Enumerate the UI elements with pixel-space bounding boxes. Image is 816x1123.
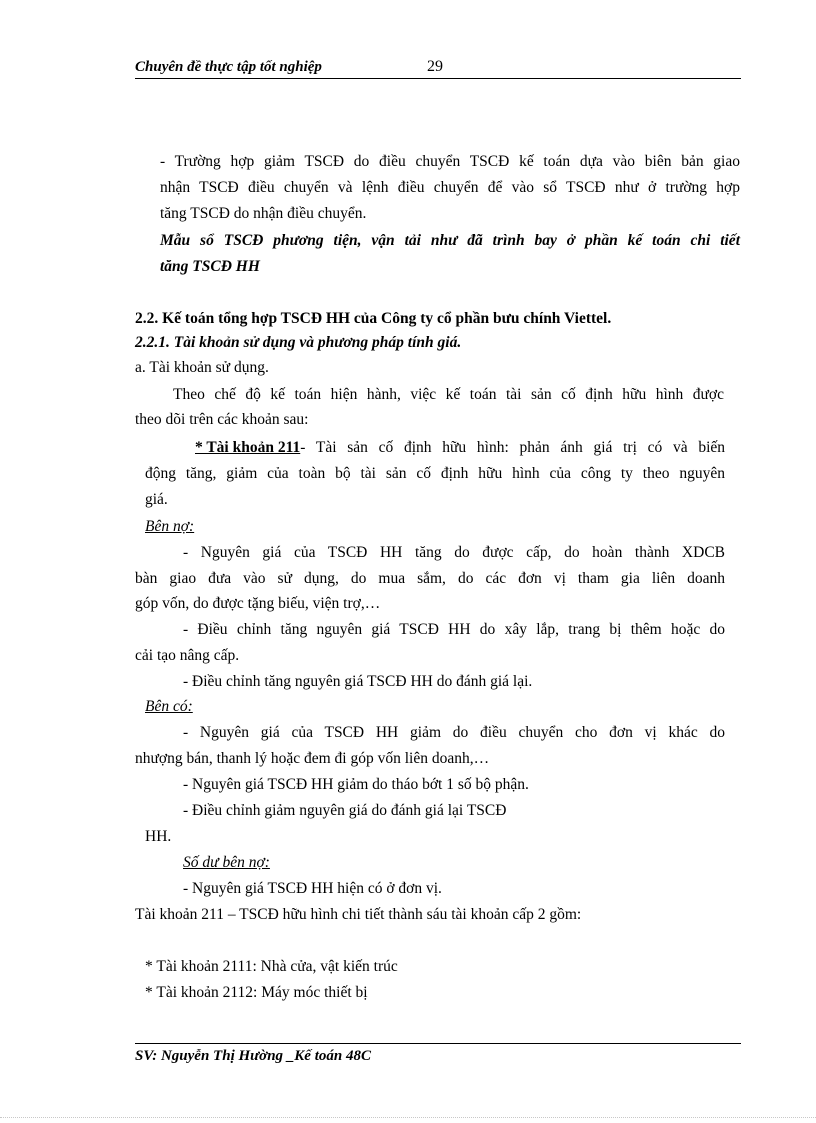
page-footer: SV: Nguyễn Thị Hường _Kế toán 48C bbox=[135, 1043, 741, 1065]
paragraph-line: a. Tài khoản sử dụng. bbox=[135, 359, 269, 376]
list-item: cải tạo nâng cấp. bbox=[135, 647, 240, 664]
paragraph-line: theo dõi trên các khoản sau: bbox=[135, 411, 309, 428]
sub-account-item: * Tài khoản 2111: Nhà cửa, vật kiến trúc bbox=[145, 958, 398, 975]
list-item: - Điều chỉnh tăng nguyên giá TSCĐ HH do xây lắp, trang bị thêm hoặc do bbox=[183, 621, 725, 638]
list-item: - Điều chỉnh tăng nguyên giá TSCĐ HH do đánh giá lại. bbox=[183, 673, 533, 690]
page-header bbox=[135, 58, 741, 79]
page-bottom-divider bbox=[0, 1117, 816, 1118]
list-item: HH. bbox=[145, 828, 172, 845]
header-title: Chuyên đề thực tập tốt nghiệp bbox=[135, 59, 322, 75]
list-item: - Nguyên giá TSCĐ HH hiện có ở đơn vị. bbox=[183, 880, 442, 897]
subsection-heading: 2.2.1. Tài khoản sử dụng và phương pháp tính giá. bbox=[135, 334, 462, 351]
list-item: góp vốn, do được tặng biếu, viện trợ,… bbox=[135, 595, 381, 612]
list-item: bàn giao đưa vào sử dụng, do mua sắm, do các đơn vị tham gia liên doanh bbox=[135, 570, 725, 587]
debit-side-label: Bên nợ: bbox=[145, 518, 195, 535]
page-number: 29 bbox=[427, 58, 443, 75]
list-item: - Nguyên giá của TSCĐ HH tăng do được cấp, do hoàn thành XDCB bbox=[183, 544, 725, 561]
paragraph-line: Theo chế độ kế toán hiện hành, việc kế toán tài sản cố định hữu hình được bbox=[173, 386, 724, 403]
paragraph-line: động tăng, giảm của toàn bộ tài sản cố định hữu hình của công ty theo nguyên bbox=[145, 465, 725, 482]
sub-account-item: * Tài khoản 2112: Máy móc thiết bị bbox=[145, 984, 368, 1001]
italic-note-line: tăng TSCĐ HH bbox=[160, 258, 260, 275]
italic-note-line: Mẫu sổ TSCĐ phương tiện, vận tải như đã trình bay ở phần kế toán chi tiết bbox=[160, 232, 740, 249]
paragraph-line: tăng TSCĐ do nhận điều chuyển. bbox=[160, 205, 367, 222]
list-item: - Điều chỉnh giảm nguyên giá do đánh giá lại TSCĐ bbox=[183, 802, 507, 819]
paragraph-line: - Trường hợp giảm TSCĐ do điều chuyển TSCĐ kế toán dựa vào biên bản giao bbox=[160, 153, 740, 170]
paragraph-line: Tài khoản 211 – TSCĐ hữu hình chi tiết thành sáu tài khoản cấp 2 gồm: bbox=[135, 906, 582, 923]
account-211-description: - Tài sản cố định hữu hình: phản ánh giá trị có và biến bbox=[300, 439, 725, 456]
list-item: - Nguyên giá TSCĐ HH giảm do tháo bớt 1 số bộ phận. bbox=[183, 776, 529, 793]
paragraph-line: giá. bbox=[145, 491, 168, 508]
list-item: nhượng bán, thanh lý hoặc đem đi góp vốn liên doanh,… bbox=[135, 750, 490, 767]
section-heading: 2.2. Kế toán tổng hợp TSCĐ HH của Công ty cổ phần bưu chính Viettel. bbox=[135, 310, 612, 327]
list-item: - Nguyên giá của TSCĐ HH giảm do điều chuyển cho đơn vị khác do bbox=[183, 724, 725, 741]
account-211-line bbox=[195, 438, 725, 458]
debit-balance-label: Số dư bên nợ: bbox=[183, 854, 270, 871]
account-211-label: * Tài khoản 211 bbox=[195, 439, 301, 456]
credit-side-label: Bên có: bbox=[145, 698, 193, 715]
paragraph-line: nhận TSCĐ điều chuyển và lệnh điều chuyển để vào sổ TSCĐ như ở trường hợp bbox=[160, 179, 740, 196]
